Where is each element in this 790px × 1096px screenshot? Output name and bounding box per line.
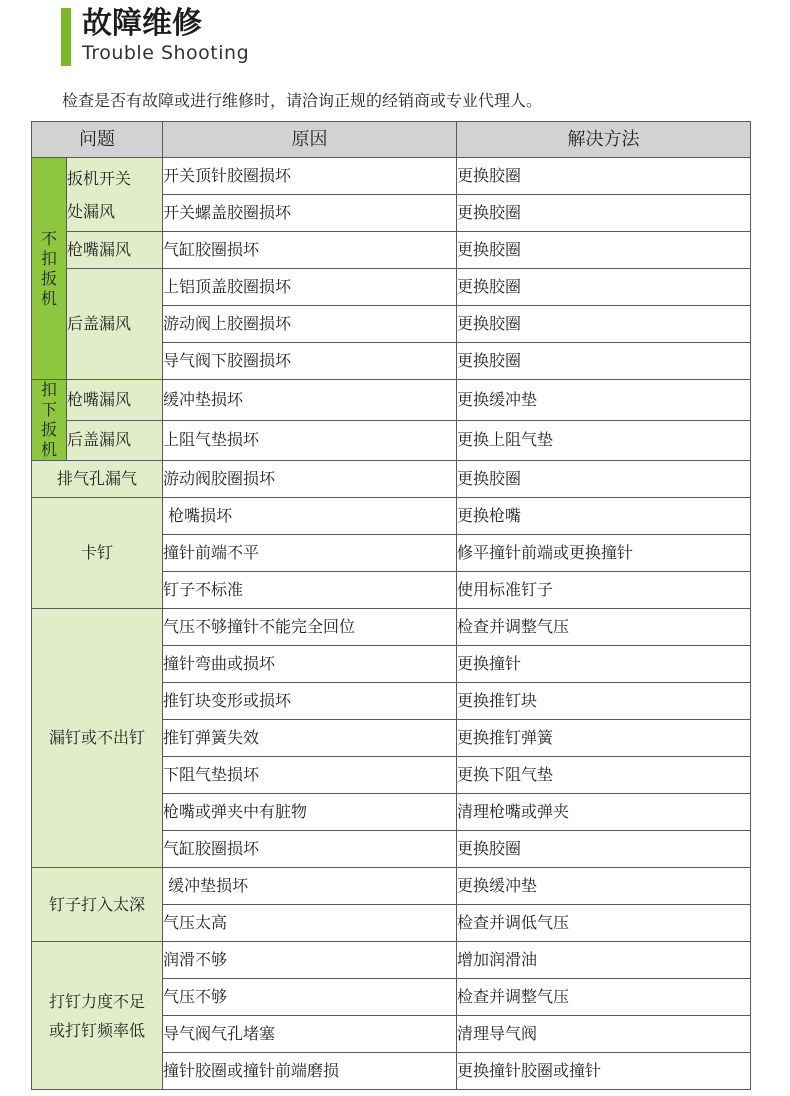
table-row [32, 498, 751, 535]
table-row [32, 461, 751, 498]
problem-nail-jam: 卡钉 [32, 498, 163, 609]
problem-trigger-switch-leak: 扳机开关 处漏风 [67, 158, 163, 232]
solution-cell: 修平撞针前端或更换撞针 [457, 535, 751, 572]
cause-cell: 枪嘴损坏 [163, 498, 457, 535]
cause-cell: 推钉弹簧失效 [163, 720, 457, 757]
solution-cell: 更换胶圈 [457, 831, 751, 868]
cause-cell: 游动阀上胶圈损坏 [163, 306, 457, 343]
solution-cell: 更换上阻气垫 [457, 420, 751, 461]
troubleshooting-table [31, 121, 751, 1090]
group-not-pulled-trigger: 不 扣 扳 机 [32, 158, 67, 380]
cause-cell: 钉子不标准 [163, 572, 457, 609]
solution-cell: 更换下阻气垫 [457, 757, 751, 794]
cause-cell: 推钉块变形或损坏 [163, 683, 457, 720]
table-row [32, 158, 751, 195]
cause-cell: 撞针前端不平 [163, 535, 457, 572]
table-row [32, 232, 751, 269]
problem-nozzle-leak: 枪嘴漏风 [67, 232, 163, 269]
cause-cell: 导气阀气孔堵塞 [163, 1016, 457, 1053]
cause-cell: 润滑不够 [163, 942, 457, 979]
solution-cell: 检查并调低气压 [457, 905, 751, 942]
cause-cell: 气缸胶圈损坏 [163, 232, 457, 269]
group-pulled-trigger: 扣 下 扳 机 [32, 380, 67, 461]
table-row [32, 420, 751, 461]
cause-cell: 开关顶针胶圈损坏 [163, 158, 457, 195]
table-row [32, 609, 751, 646]
solution-cell: 更换缓冲垫 [457, 380, 751, 421]
cause-cell: 撞针弯曲或损坏 [163, 646, 457, 683]
solution-cell: 更换胶圈 [457, 269, 751, 306]
cause-cell: 上阻气垫损坏 [163, 420, 457, 461]
solution-cell: 更换枪嘴 [457, 498, 751, 535]
problem-missing-nails: 漏钉或不出钉 [32, 609, 163, 868]
problem-back-cover-leak-pulled: 后盖漏风 [67, 420, 163, 461]
table-row [32, 380, 751, 421]
solution-cell: 使用标准钉子 [457, 572, 751, 609]
problem-back-cover-leak: 后盖漏风 [67, 269, 163, 380]
solution-cell: 更换缓冲垫 [457, 868, 751, 905]
header-cause: 原因 [163, 122, 457, 158]
cause-cell: 气压太高 [163, 905, 457, 942]
table-header-row [32, 122, 751, 158]
solution-cell: 检查并调整气压 [457, 609, 751, 646]
cause-cell: 缓冲垫损坏 [163, 380, 457, 421]
solution-cell: 更换胶圈 [457, 343, 751, 380]
title-accent-bar [61, 8, 71, 66]
solution-cell: 更换胶圈 [457, 306, 751, 343]
cause-cell: 开关螺盖胶圈损坏 [163, 195, 457, 232]
table-row [32, 868, 751, 905]
solution-cell: 更换撞针胶圈或撞针 [457, 1053, 751, 1090]
solution-cell: 增加润滑油 [457, 942, 751, 979]
cause-cell: 撞针胶圈或撞针前端磨损 [163, 1053, 457, 1090]
cause-cell: 缓冲垫损坏 [163, 868, 457, 905]
page-title: 故障维修 [82, 6, 202, 41]
problem-low-power: 打钉力度不足 或打钉频率低 [32, 942, 163, 1090]
cause-cell: 气缸胶圈损坏 [163, 831, 457, 868]
solution-cell: 清理枪嘴或弹夹 [457, 794, 751, 831]
page-subtitle: Trouble Shooting [82, 42, 250, 64]
cause-cell: 气压不够撞针不能完全回位 [163, 609, 457, 646]
cause-cell: 游动阀胶圈损坏 [163, 461, 457, 498]
cause-cell: 气压不够 [163, 979, 457, 1016]
solution-cell: 更换胶圈 [457, 461, 751, 498]
cause-cell: 枪嘴或弹夹中有脏物 [163, 794, 457, 831]
solution-cell: 更换胶圈 [457, 195, 751, 232]
solution-cell: 更换撞针 [457, 646, 751, 683]
solution-cell: 更换推钉弹簧 [457, 720, 751, 757]
solution-cell: 检查并调整气压 [457, 979, 751, 1016]
intro-text: 检查是否有故障或进行维修时，请洽询正规的经销商或专业代理人。 [62, 91, 543, 110]
cause-cell: 上铝顶盖胶圈损坏 [163, 269, 457, 306]
cause-cell: 导气阀下胶圈损坏 [163, 343, 457, 380]
problem-nail-too-deep: 钉子打入太深 [32, 868, 163, 942]
cause-cell: 下阻气垫损坏 [163, 757, 457, 794]
problem-exhaust-leak: 排气孔漏气 [32, 461, 163, 498]
table-row [32, 269, 751, 306]
solution-cell: 更换推钉块 [457, 683, 751, 720]
solution-cell: 更换胶圈 [457, 232, 751, 269]
header-problem: 问题 [32, 122, 163, 158]
solution-cell: 更换胶圈 [457, 158, 751, 195]
table-row [32, 942, 751, 979]
solution-cell: 清理导气阀 [457, 1016, 751, 1053]
header-solution: 解决方法 [457, 122, 751, 158]
problem-nozzle-leak-pulled: 枪嘴漏风 [67, 380, 163, 421]
